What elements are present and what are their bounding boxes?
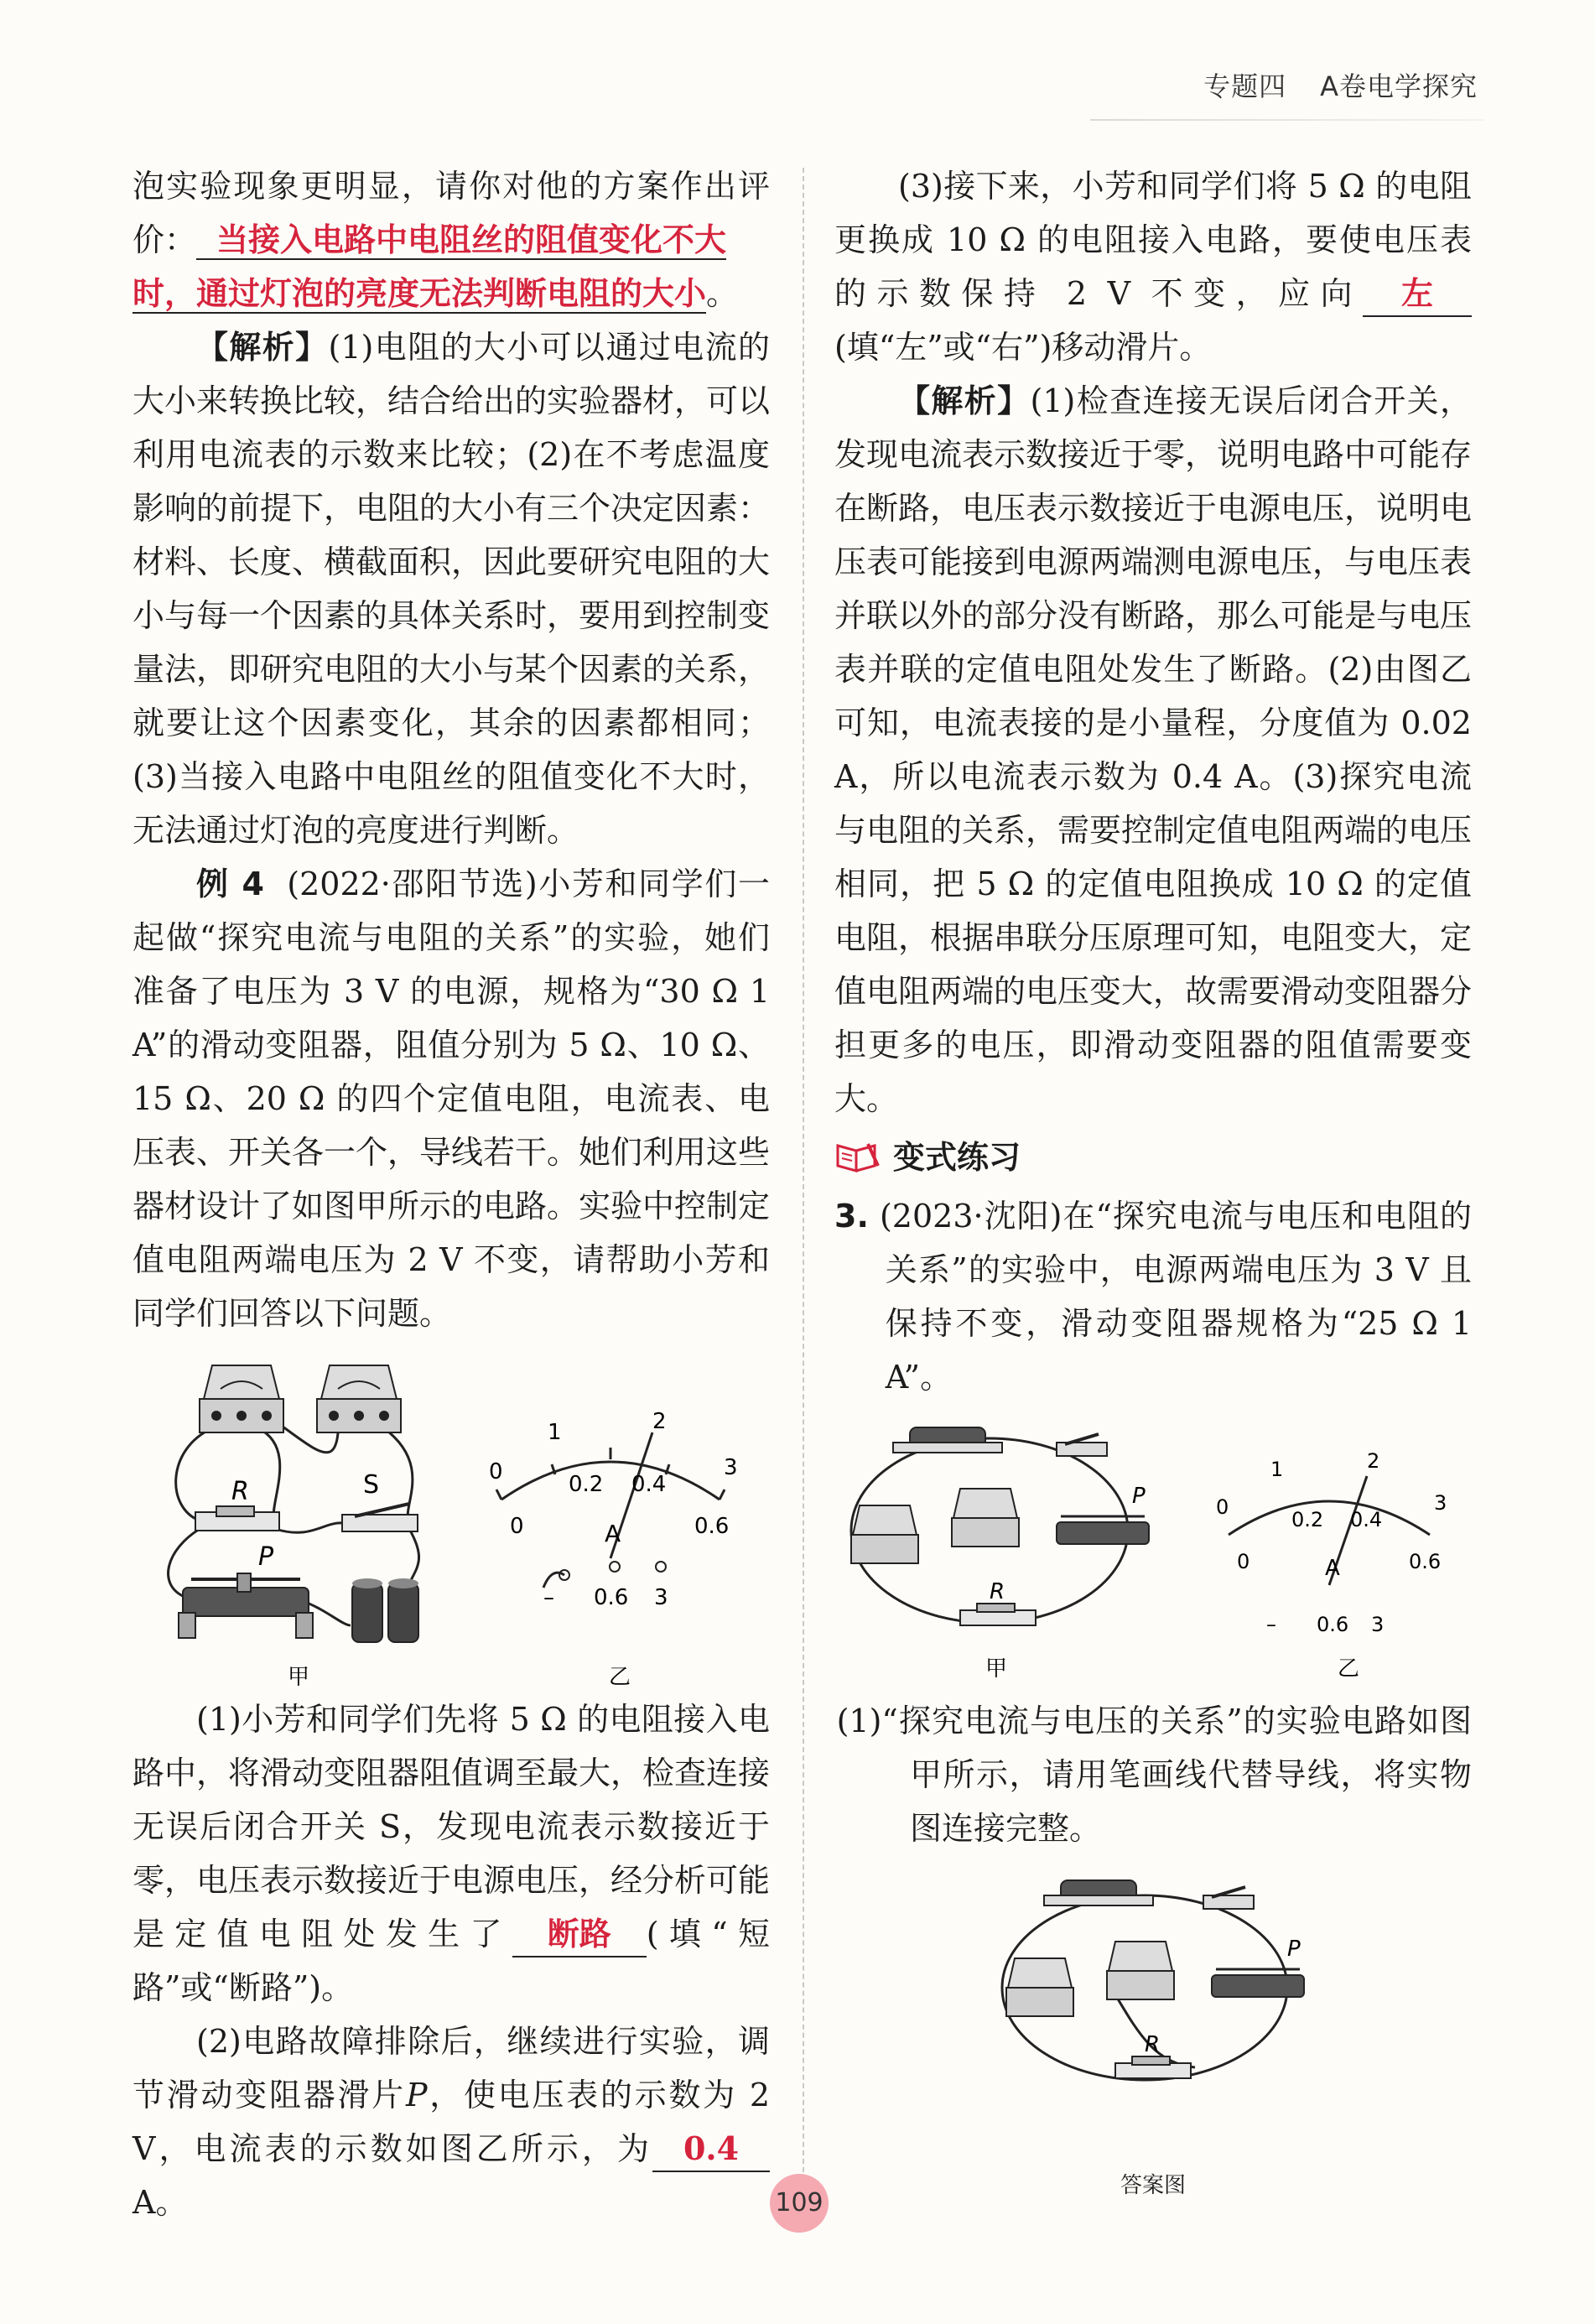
answer-voltmeter-icon: [1107, 1942, 1174, 1999]
problem-3: [834, 1189, 1472, 1404]
header-topic: 专题四: [1203, 70, 1287, 102]
example-body: (2022·邵阳节选)小芳和同学们一起做“探究电流与电阻的关系”的实验，她们准备了电压为 3 V 的电源，规格为“30 Ω 1 A”的滑动变阻器，阻值分别为 5 Ω、10 Ω、15 Ω、20 Ω 的四个定值电阻，电流表、电压表、开关各一个，导线若干。她们利用这些器材设计了如图甲所示的电路。实验中控制定值电阻两端电压为 2 V 不变，请帮助小芳和同学们回答以下问题。: [132, 866, 771, 1332]
dial-bottom-04: 0.4: [631, 1472, 667, 1497]
evaluation-answer-1: 当接入电路中电阻丝的阻值变化不大: [196, 221, 726, 260]
switch-icon-2: [1057, 1434, 1107, 1456]
figure-answer: [834, 1862, 1472, 2198]
meter-right-icon: [317, 1365, 401, 1432]
problem-3-body: (2023·沈阳)在“探究电流与电压和电阻的关系”的实验中，电源两端电压为 3 V 且保持不变，滑动变阻器规格为“25 Ω 1 A”。: [879, 1198, 1472, 1396]
dial2-bottom-0: 0: [1237, 1550, 1250, 1573]
ammeter-dial-2: [1216, 1449, 1447, 1636]
analysis-left: [132, 320, 770, 857]
header-title: A卷电学探究: [1320, 70, 1478, 102]
dial2-unit: A: [1325, 1556, 1340, 1581]
ammeter-dial: [489, 1409, 738, 1610]
answer-resistor-icon: [1115, 2056, 1191, 2078]
dial2-terminal-3: 3: [1371, 1613, 1385, 1636]
figure-problem3: [834, 1409, 1472, 1694]
answer-figure-caption: 答案图: [1120, 2173, 1186, 2198]
resistor-icon-2: [960, 1604, 1036, 1625]
problem-3-number: 3.: [834, 1198, 869, 1235]
circuit-figure-jia-yi: [132, 1349, 770, 1692]
dial2-top-1: 1: [1270, 1458, 1284, 1481]
question-2: [132, 2015, 770, 2229]
dial2-bottom-04: 0.4: [1350, 1508, 1383, 1531]
q2-slider-symbol: P: [405, 2077, 428, 2113]
problem-3-q1-text: (1)“探究电流与电压的关系”的实验电路如图甲所示，请用笔画线代替导线，将实物图连接完整。: [836, 1703, 1472, 1847]
q2-tail: A。: [132, 2184, 188, 2221]
resistor-icon: [195, 1506, 279, 1531]
rheostat-icon-2: [1057, 1516, 1149, 1544]
dial2-terminal-06: 0.6: [1317, 1613, 1349, 1636]
ammeter-icon-2: [851, 1505, 918, 1563]
problem-3-q1: [834, 1694, 1472, 1855]
analysis-right: [834, 374, 1472, 1126]
analysis-right-body: (1)检查连接无误后闭合开关，发现电流表示数接近于零，说明电路中可能存在断路，电压表示数接近于电源电压，说明电压表可能接到电源两端测电源电压，与电压表并联以外的部分没有断路，那么可能是与电压表并联的定值电阻处发生了断路。(2)由图乙可知，电流表接的是小量程，分度值为 0.02 A，所以电流表示数为 0.4 A。(3)探究电流与电阻的关系，需要控制定值电阻两端的电压相同，把 5 Ω 的定值电阻换成 10 Ω 的定值电阻，根据串联分压原理可知，电阻变大，定值电阻两端的电压变大，故需要滑动变阻器分担更多的电压，即滑动变阻器的阻值需要变大。: [834, 382, 1473, 1117]
label-S: S: [363, 1470, 380, 1500]
analysis-tag: 【解析】: [196, 329, 329, 366]
practice-book-icon: [834, 1141, 881, 1174]
evaluation-answer-line2: [132, 267, 770, 320]
example-label: 例 4: [196, 866, 264, 902]
dial2-top-2: 2: [1367, 1449, 1380, 1473]
answer-ammeter-icon: [1006, 1958, 1073, 2016]
analysis-left-body: (1)电阻的大小可以通过电流的大小来转换比较，结合给出的实验器材，可以利用电流表的示数来比较；(2)在不考虑温度影响的前提下，电阻的大小有三个决定因素：材料、长度、横截面积，因此要研究电阻的大小与每一个因素的具体关系时，要用到控制变量法，即研究电阻的大小与某个因素的关系，就要让这个因素变化，其余的因素都相同；(3)当接入电路中电阻丝的阻值变化不大时，无法通过灯泡的亮度进行判断。: [132, 329, 771, 849]
question-3: [834, 159, 1472, 374]
dial-top-0: 0: [489, 1459, 503, 1484]
q2-text-2: ，使电压表的示数为 2 V，电流表的示数如图乙所示，为: [132, 2077, 770, 2167]
answer-battery-icon: [1044, 1880, 1153, 1905]
section-title-text: 变式练习: [893, 1139, 1021, 1176]
dial-top-2: 2: [652, 1409, 667, 1434]
dial-top-1: 1: [548, 1420, 562, 1445]
switch-icon: [342, 1504, 418, 1531]
intro-text: 泡实验现象更明显，请你对他的方案作出评价： 当接入电路中电阻丝的阻值变化不大: [132, 168, 770, 258]
rheostat-icon: [179, 1573, 313, 1638]
terminal-06: 0.6: [594, 1585, 629, 1610]
q2-answer: 0.4: [652, 2127, 770, 2172]
answer-rheostat-icon: [1212, 1969, 1304, 1997]
column-divider: [803, 168, 804, 2181]
meter-left-icon: [200, 1365, 283, 1432]
dial-bottom-06: 0.6: [694, 1514, 730, 1539]
q1-tail: (填“短路”或“断路”)。: [132, 1916, 770, 2006]
voltmeter-icon-2: [952, 1489, 1019, 1547]
dial-top-3: 3: [724, 1455, 738, 1480]
terminal-neg: –: [543, 1585, 554, 1610]
dial2-top-0: 0: [1216, 1495, 1229, 1519]
caption-jia-2: 甲: [985, 1656, 1008, 1682]
label-P-2: P: [1132, 1484, 1146, 1509]
q3-tail: (填“左”或“右”)移动滑片。: [834, 329, 1212, 366]
example-4: [132, 857, 770, 1340]
period: 。: [706, 275, 739, 312]
battery-bar-icon: [893, 1427, 1002, 1453]
dial-bottom-02: 0.2: [569, 1472, 604, 1497]
answer-switch-icon: [1203, 1887, 1254, 1909]
analysis-tag-right: 【解析】: [898, 382, 1031, 419]
label-R-2: R: [990, 1579, 1005, 1604]
q2-text: (2)电路故障排除后，继续进行实验，调节滑动变阻器滑片: [132, 2023, 770, 2113]
figure-example4: [132, 1349, 770, 1692]
dial2-top-3: 3: [1434, 1491, 1447, 1515]
q3-answer: 左: [1363, 272, 1472, 317]
page-number-badge: 109: [770, 2174, 829, 2233]
q3-text: (3)接下来，小芳和同学们将 5 Ω 的电阻更换成 10 Ω 的电阻接入电路，要使电压表的示数保持 2 V 不变，应向: [834, 168, 1472, 312]
question-1: [132, 1692, 770, 2015]
page-header: [1203, 65, 1478, 104]
dial-unit: A: [605, 1520, 621, 1547]
answer-circuit-figure: [834, 1862, 1472, 2181]
q1-text: (1)小芳和同学们先将 5 Ω 的电阻接入电路中，将滑动变阻器阻值调至最大，检查连接无误后闭合开关 S，发现电流表示数接近于零，电压表示数接近于电源电压，经分析可能是定值电阻处发生了: [132, 1701, 771, 1952]
dial2-terminal-neg: –: [1266, 1613, 1276, 1636]
answer-label-R: R: [1145, 2032, 1161, 2057]
right-column: [834, 159, 1473, 2198]
evaluation-answer-2: 时，通过灯泡的亮度无法判断电阻的大小: [132, 274, 707, 312]
caption-jia: 甲: [288, 1665, 310, 1690]
dial2-bottom-06: 0.6: [1409, 1550, 1442, 1573]
battery-icon: [352, 1578, 418, 1642]
answer-label-P: P: [1287, 1937, 1301, 1962]
header-rule: [1090, 119, 1484, 121]
variant-practice-heading: [834, 1131, 1472, 1184]
q1-answer: 断路: [512, 1912, 647, 1957]
left-column: [132, 159, 770, 2229]
caption-yi: 乙: [609, 1665, 631, 1690]
terminal-3: 3: [654, 1585, 668, 1610]
dial2-bottom-02: 0.2: [1291, 1508, 1324, 1531]
dial-bottom-0: 0: [510, 1514, 524, 1539]
label-R: R: [231, 1477, 249, 1506]
caption-yi-2: 乙: [1338, 1656, 1360, 1682]
circuit-figure-problem3: [834, 1409, 1472, 1694]
label-P: P: [258, 1542, 274, 1572]
